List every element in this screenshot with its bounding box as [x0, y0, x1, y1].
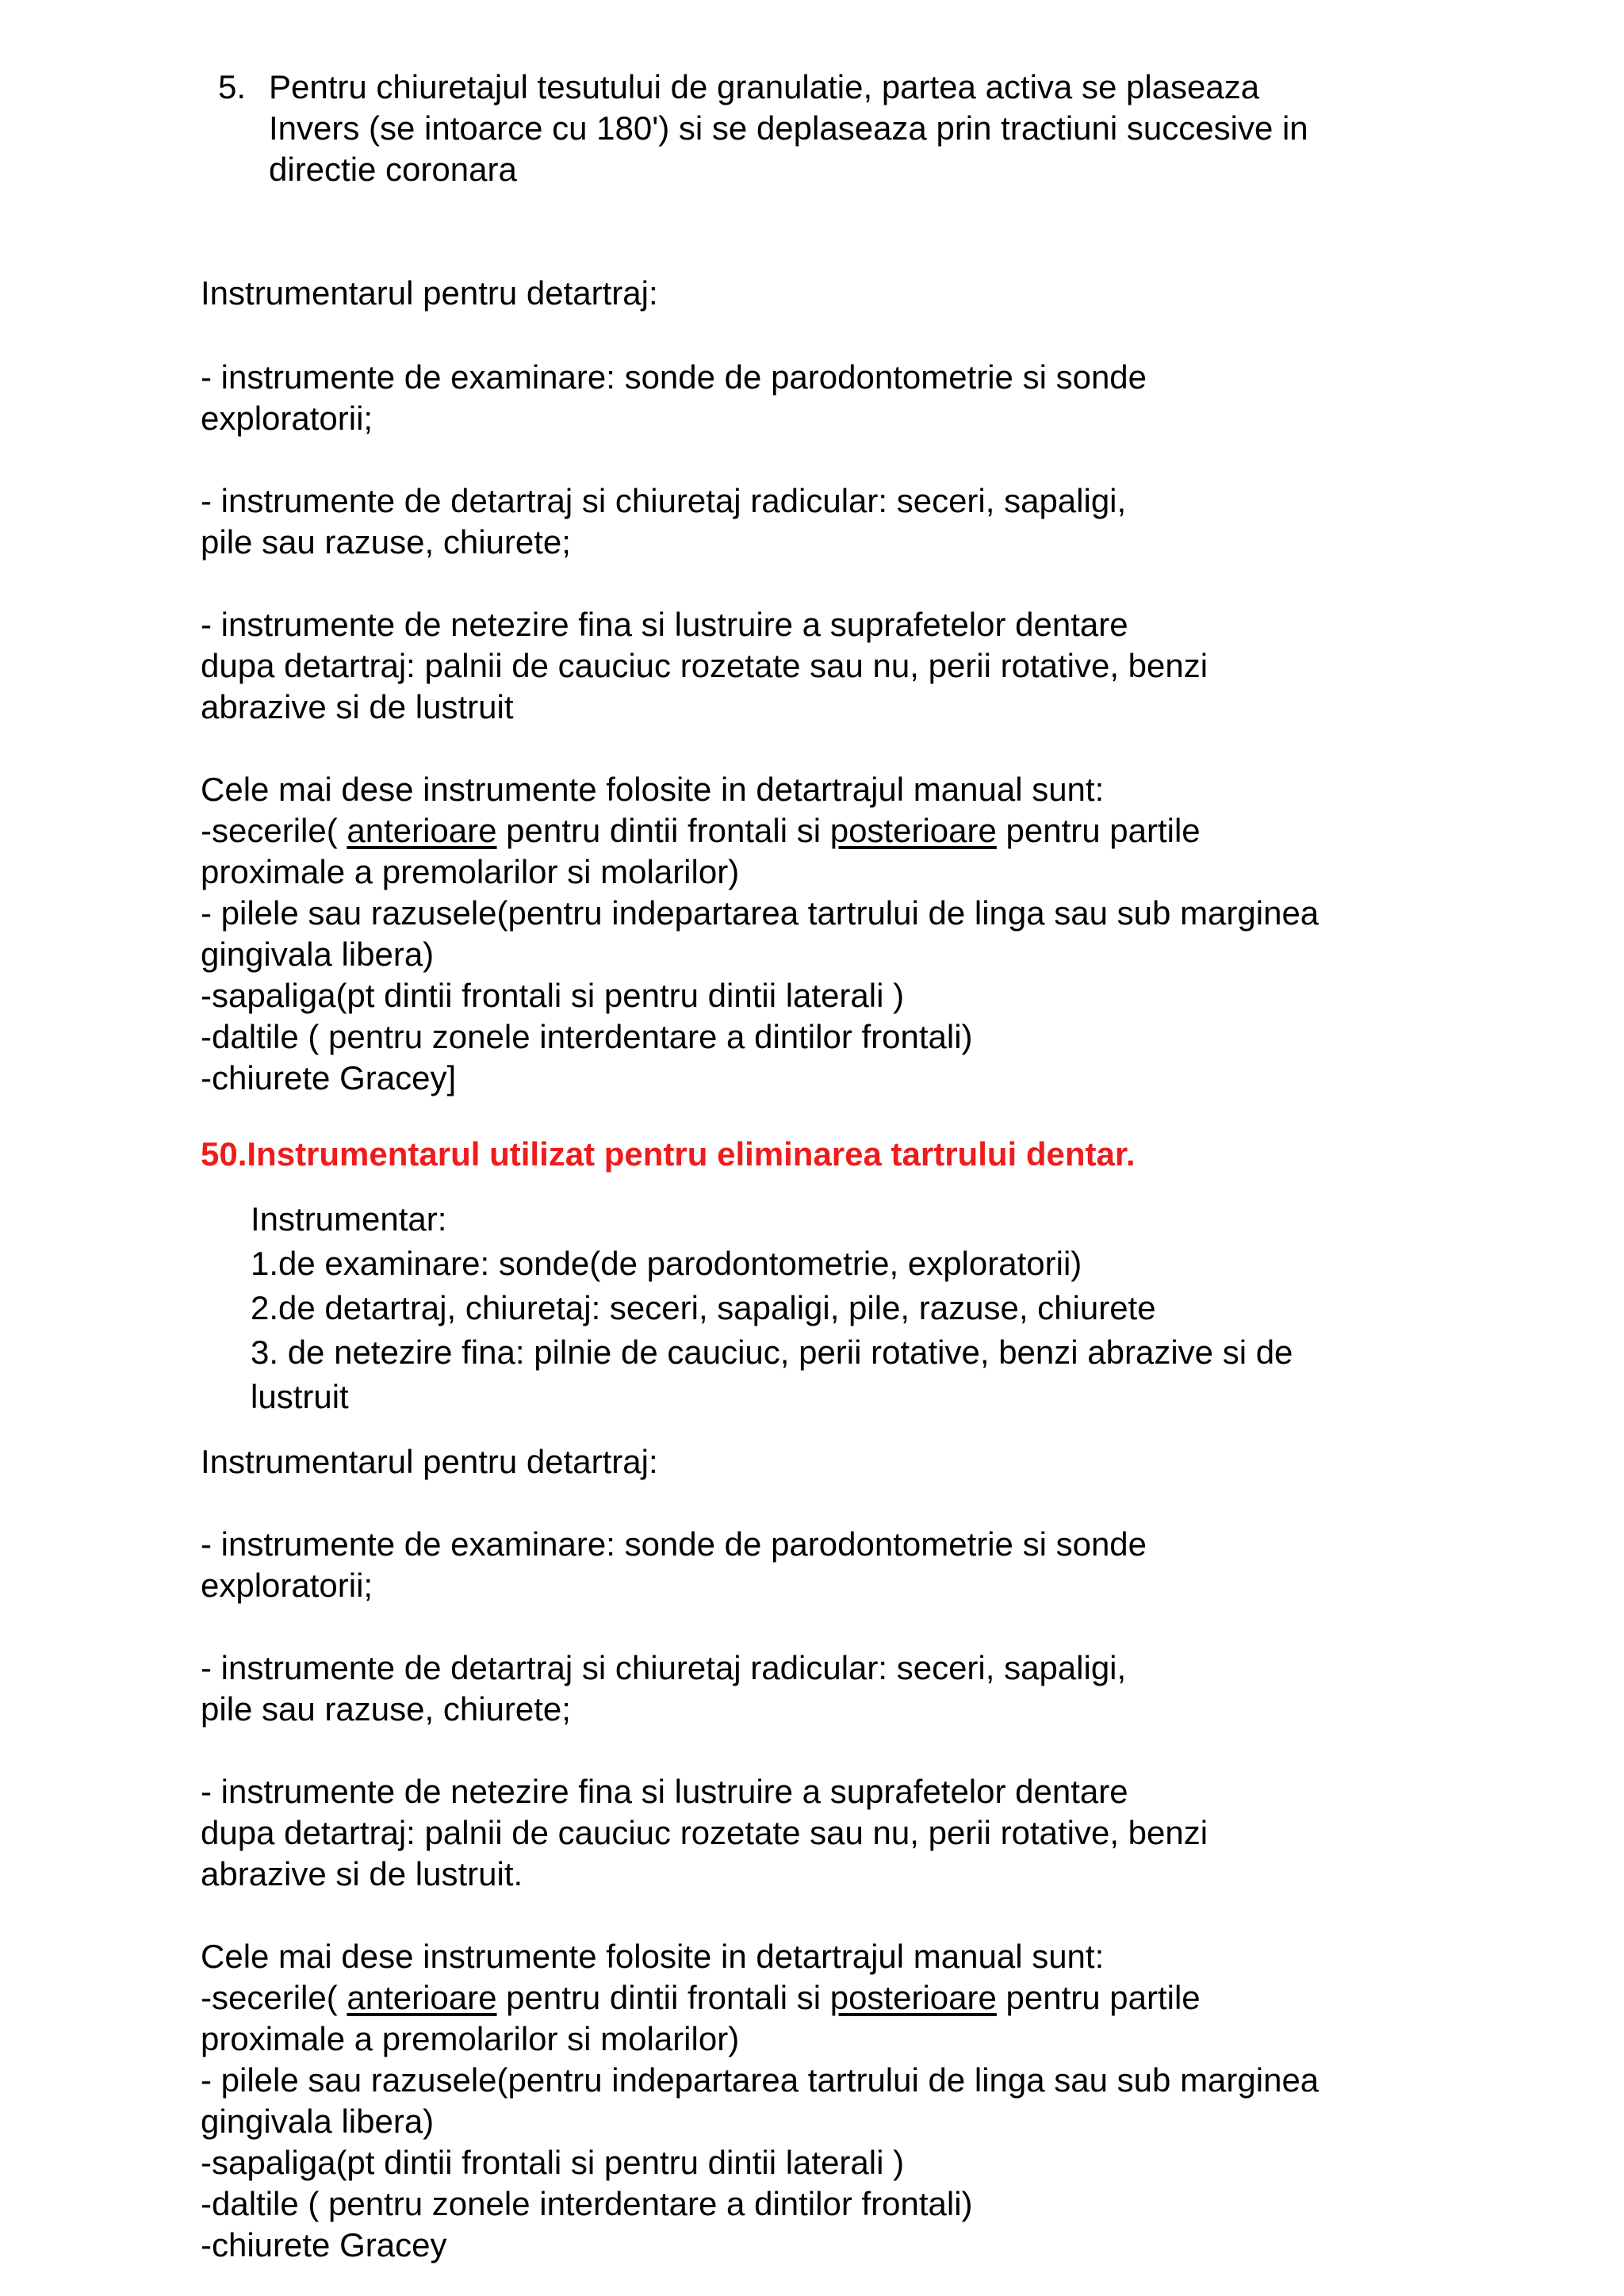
paragraph-line: exploratorii; [201, 400, 373, 437]
list-item-5 [218, 67, 1408, 190]
paragraph-line: -secerile( anterioare pentru dintii frontali si posterioare pentru partile [201, 1979, 1201, 2016]
paragraph-line: proximale a premolarilor si molarilor) [201, 853, 740, 890]
paragraph-line: abrazive si de lustruit [201, 688, 514, 725]
paragraph-line: proximale a premolarilor si molarilor) [201, 2020, 740, 2057]
paragraph-line: - instrumente de netezire fina si lustruire a suprafetelor dentare [201, 1773, 1128, 1810]
paragraph-line: exploratorii; [201, 1567, 373, 1604]
paragraph-line: -chiurete Gracey] [201, 1059, 457, 1096]
paragraph-line: -secerile( anterioare pentru dintii frontali si posterioare pentru partile [201, 812, 1201, 849]
paragraph-line: - pilele sau razusele(pentru indepartarea tartrului de linga sau sub marginea [201, 894, 1320, 932]
underlined-term: posterioare [829, 1979, 997, 2016]
list-item: 3. de netezire fina: pilnie de cauciuc, perii rotative, benzi abrazive si de [251, 1334, 1293, 1371]
paragraph-line: -daltile ( pentru zonele interdentare a dintilor frontali) [201, 1018, 973, 1055]
underlined-term: anterioare [347, 812, 497, 849]
list-item: 1.de examinare: sonde(de parodontometrie, exploratorii) [251, 1245, 1082, 1282]
paragraph-line: -sapaliga(pt dintii frontali si pentru dintii laterali ) [201, 977, 905, 1014]
paragraph-line: -daltile ( pentru zonele interdentare a dintilor frontali) [201, 2185, 973, 2222]
paragraph-line: dupa detartraj: palnii de cauciuc rozetate sau nu, perii rotative, benzi [201, 1814, 1208, 1851]
paragraph-line: - instrumente de detartraj si chiuretaj radicular: seceri, sapaligi, [201, 1649, 1127, 1686]
paragraph-line: gingivala libera) [201, 2103, 435, 2140]
paragraph-line: gingivala libera) [201, 936, 435, 973]
section-title: Instrumentarul pentru detartraj: [201, 1443, 658, 1480]
paragraph-line: - instrumente de detartraj si chiuretaj radicular: seceri, sapaligi, [201, 482, 1127, 519]
question-heading: 50.Instrumentarul utilizat pentru eliminarea tartrului dentar. [201, 1135, 1136, 1173]
paragraph-line: dupa detartraj: palnii de cauciuc rozetate sau nu, perii rotative, benzi [201, 647, 1208, 684]
paragraph-line: pile sau razuse, chiurete; [201, 1690, 571, 1728]
underlined-term: anterioare [347, 1979, 497, 2016]
paragraph-line: abrazive si de lustruit. [201, 1855, 523, 1892]
section-title: Instrumentarul pentru detartraj: [201, 274, 658, 312]
paragraph-line: - pilele sau razusele(pentru indepartarea tartrului de linga sau sub marginea [201, 2061, 1320, 2099]
paragraph-line: - instrumente de examinare: sonde de parodontometrie si sonde [201, 1525, 1147, 1563]
list-item: 2.de detartraj, chiuretaj: seceri, sapaligi, pile, razuse, chiurete [251, 1289, 1156, 1326]
list-item: lustruit [251, 1378, 349, 1415]
paragraph-line: Cele mai dese instrumente folosite in detartrajul manual sunt: [201, 771, 1105, 808]
paragraph-line: - instrumente de examinare: sonde de parodontometrie si sonde [201, 358, 1147, 396]
list-number: 5. [218, 68, 247, 105]
paragraph-line: - instrumente de netezire fina si lustruire a suprafetelor dentare [201, 606, 1128, 643]
paragraph-line: pile sau razuse, chiurete; [201, 523, 571, 561]
paragraph-line: -sapaliga(pt dintii frontali si pentru dintii laterali ) [201, 2144, 905, 2181]
paragraph-line: Cele mai dese instrumente folosite in detartrajul manual sunt: [201, 1938, 1105, 1975]
paragraph-line: -chiurete Gracey [201, 2226, 447, 2263]
list-title: Instrumentar: [251, 1200, 447, 1238]
list-item-text: Pentru chiuretajul tesutului de granulatie, partea activa se plaseaza Invers (se intoarce cu 180') si se deplaseaza prin tractiuni succesive in directie coronara [269, 68, 1308, 188]
underlined-term: posterioare [829, 812, 997, 849]
